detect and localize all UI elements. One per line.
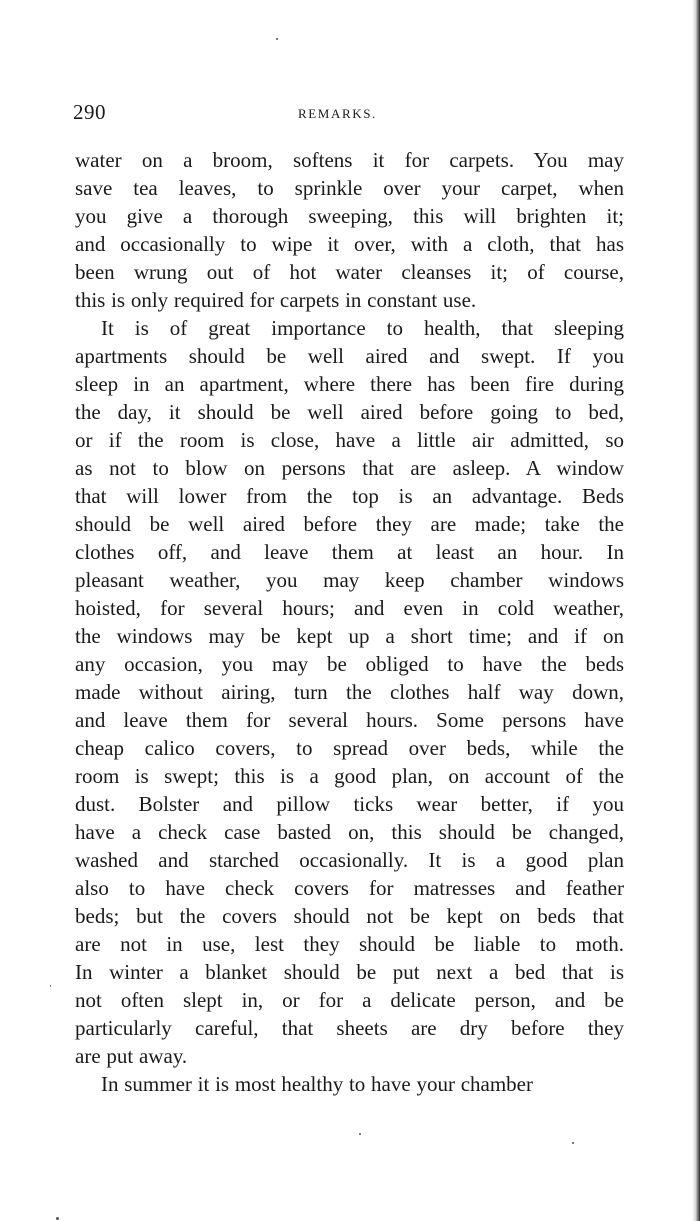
text-line: not often slept in, or for a delicate person, and be bbox=[75, 988, 624, 1012]
body-text bbox=[75, 146, 624, 1098]
text-line: the day, it should be well aired before going to bed, bbox=[75, 400, 624, 424]
text-line: also to have check covers for matresses and feather bbox=[75, 876, 624, 900]
text-line: this is only required for carpets in constant use. bbox=[75, 288, 477, 312]
text-line: and leave them for several hours. Some persons have bbox=[75, 708, 624, 732]
text-line: water on a broom, softens it for carpets. You may bbox=[75, 148, 624, 172]
text-line: any occasion, you may be obliged to have the beds bbox=[75, 652, 624, 676]
page-edge bbox=[692, 0, 700, 1221]
text-line: clothes off, and leave them at least an hour. In bbox=[75, 540, 624, 564]
text-line: you give a thorough sweeping, this will brighten it; bbox=[75, 204, 624, 228]
text-line: that will lower from the top is an advantage. Beds bbox=[75, 484, 624, 508]
text-line: as not to blow on persons that are asleep. A window bbox=[75, 456, 624, 480]
page-number: 290 bbox=[73, 100, 106, 124]
text-line: pleasant weather, you may keep chamber windows bbox=[75, 568, 624, 592]
scan-speck bbox=[56, 1217, 59, 1220]
text-line: are put away. bbox=[75, 1044, 188, 1068]
text-line: particularly careful, that sheets are dry before they bbox=[75, 1016, 624, 1040]
running-head: REMARKS. bbox=[298, 106, 377, 121]
text-line: cheap calico covers, to spread over beds, while the bbox=[75, 736, 624, 760]
text-line: the windows may be kept up a short time; and if on bbox=[75, 624, 624, 648]
scan-speck bbox=[359, 1133, 361, 1135]
text-line: and occasionally to wipe it over, with a cloth, that has bbox=[75, 232, 624, 256]
scan-speck bbox=[572, 1142, 574, 1144]
scan-speck bbox=[276, 38, 278, 40]
text-line: washed and starched occasionally. It is a good plan bbox=[75, 848, 624, 872]
page-header bbox=[73, 100, 626, 128]
text-line: or if the room is close, have a little air admitted, so bbox=[75, 428, 624, 452]
text-line: In winter a blanket should be put next a bed that is bbox=[75, 960, 624, 984]
text-line: made without airing, turn the clothes half way down, bbox=[75, 680, 624, 704]
text-line: sleep in an apartment, where there has been fire during bbox=[75, 372, 624, 396]
text-line: been wrung out of hot water cleanses it; of course, bbox=[75, 260, 624, 284]
text-line: In summer it is most healthy to have your chamber bbox=[101, 1072, 533, 1096]
text-line: apartments should be well aired and swept. If you bbox=[75, 344, 624, 368]
text-line: It is of great importance to health, that sleeping bbox=[101, 316, 624, 340]
text-line: are not in use, lest they should be liable to moth. bbox=[75, 932, 624, 956]
text-line: room is swept; this is a good plan, on account of the bbox=[75, 764, 624, 788]
text-line: save tea leaves, to sprinkle over your carpet, when bbox=[75, 176, 624, 200]
scan-speck bbox=[50, 985, 51, 987]
text-line: hoisted, for several hours; and even in cold weather, bbox=[75, 596, 624, 620]
text-line: dust. Bolster and pillow ticks wear better, if you bbox=[75, 792, 624, 816]
text-line: should be well aired before they are made; take the bbox=[75, 512, 624, 536]
text-line: have a check case basted on, this should be changed, bbox=[75, 820, 624, 844]
text-line: beds; but the covers should not be kept on beds that bbox=[75, 904, 624, 928]
